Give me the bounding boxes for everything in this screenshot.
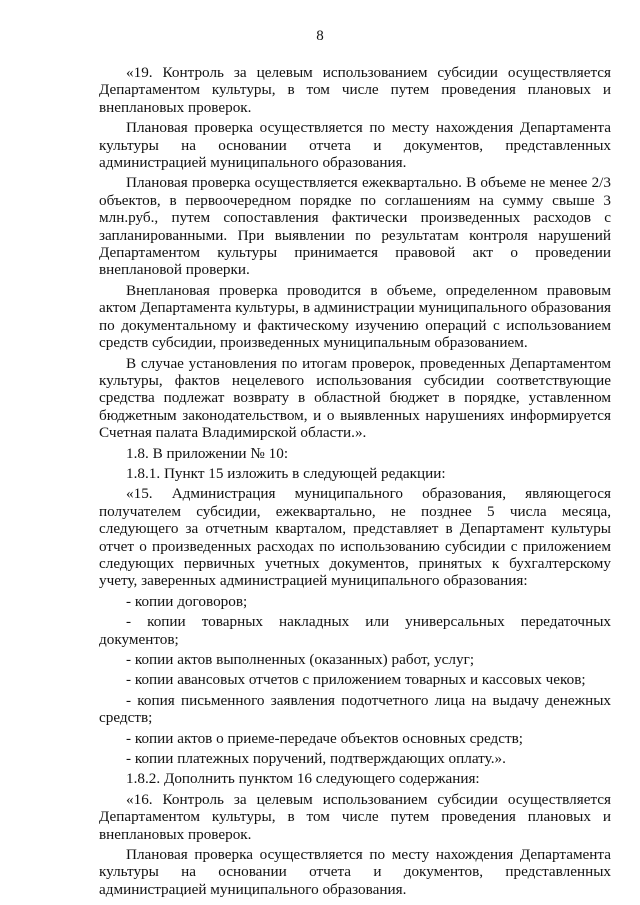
list-item-contracts: - копии договоров;	[126, 592, 248, 610]
document-body	[99, 64, 611, 901]
paragraph-1-8: 1.8. В приложении № 10:	[126, 444, 289, 462]
paragraph-1-8-2: 1.8.2. Дополнить пунктом 16 следующего содержания:	[126, 770, 480, 788]
list-item-payment-orders: - копии платежных поручений, подтверждающих оплату.».	[126, 750, 506, 768]
paragraph-misuse-refund: В случае установления по итогам проверок, проведенных Департаментом культуры, фактов нецелевого использования субсидии соответствующие средства подлежат возврату в областной бюджет в порядке, уставленном бюджетным законодательством, и о выявленных нарушениях информируется Счетная палата Владимирской области.».	[99, 354, 611, 442]
paragraph-clause-19: «19. Контроль за целевым использованием субсидии осуществляется Департаментом культуры, в том числе путем проведения плановых и внеплановых проверок.	[99, 64, 611, 116]
paragraph-clause-16: «16. Контроль за целевым использованием субсидии осуществляется Департаментом культуры, в том числе путем проведения плановых и внеплановых проверок.	[99, 790, 611, 843]
list-item-waybills: - копии товарных накладных или универсальных передаточных документов;	[99, 613, 611, 648]
list-item-fixed-assets-acts: - копии актов о приеме-передаче объектов основных средств;	[126, 729, 523, 747]
paragraph-planned-inspection-location: Плановая проверка осуществляется по месту нахождения Департамента культуры на основании отчета и документов, представленных администрацией муниципального образования.	[99, 119, 611, 172]
paragraph-unplanned-inspection: Внеплановая проверка проводится в объеме, определенном правовым актом Департамента культуры, в администрации муниципального образования по документальному и фактическому изучению операций с использованием средств субсидии, произведенных муниципальным образованием.	[99, 281, 611, 352]
paragraph-planned-inspection-location-2: Плановая проверка осуществляется по месту нахождения Департамента культуры на основании отчета и документов, представленных администрацией муниципального образования.	[99, 846, 611, 898]
paragraph-clause-15: «15. Администрация муниципального образования, являющегося получателем субсидии, ежеквартально, не позднее 5 числа месяца, следующего за отчетным кварталом, представляет в Департамент культуры отчет о произведенных расходах по использованию субсидии с приложением следующих первичных учетных документов, принятых к бухгалтерскому учету, заверенных администрацией муниципального образования:	[99, 485, 611, 590]
list-item-advance-reports: - копии авансовых отчетов с приложением товарных и кассовых чеков;	[126, 671, 586, 689]
page-number: 8	[316, 28, 324, 44]
paragraph-planned-inspection-frequency: Плановая проверка осуществляется ежеквартально. В объеме не менее 2/3 объектов, в первоочередном порядке по соглашениям на сумму свыше 3 млн.руб., путем сопоставления фактически произведенных расходов с запланированными. При выявлении по результатам контроля нарушений Департаментом культуры принимается правовой акт о проведении внеплановой проверки.	[99, 174, 611, 279]
list-item-written-application: - копия письменного заявления подотчетного лица на выдачу денежных средств;	[99, 691, 611, 727]
list-item-work-acts: - копии актов выполненных (оказанных) работ, услуг;	[126, 651, 475, 668]
paragraph-1-8-1: 1.8.1. Пункт 15 изложить в следующей редакции:	[126, 464, 446, 482]
